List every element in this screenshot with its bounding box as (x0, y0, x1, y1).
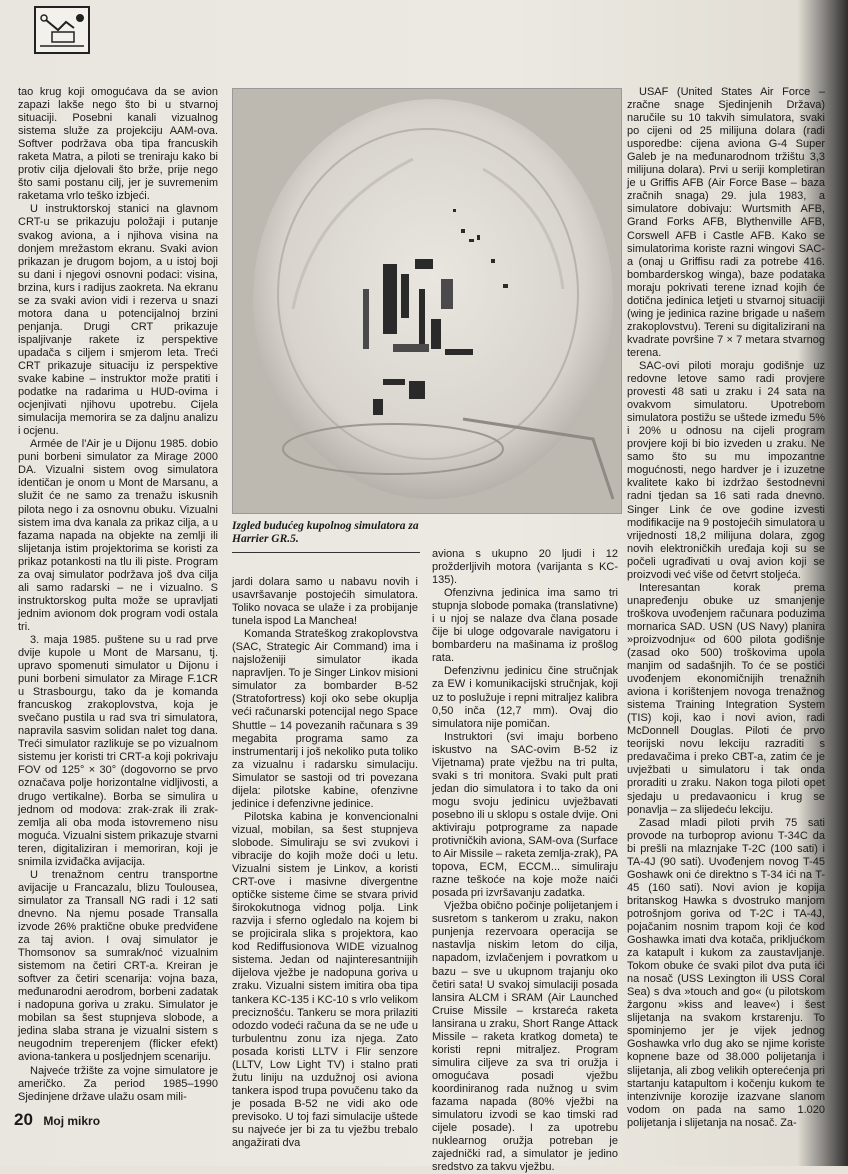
paragraph: 3. maja 1985. puštene su u rad prve dvije kupole u Mont de Marsanu, tj. upravo spomenuti simulator u Dijonu i puni borbeni simulator za Mirage F.1CR u Strasbourgu, tako da je komanda francuskog zrakoplovstva, koja je svečano pustila u rad sva tri simulatora, napravila sasvim solidan nalet tog dana. Treći simulator razlikuje se po vizualnom sistemu jer koristi tri CRT-a koji pokrivaju FOV od 125° × 30° (dogovorno se prvo označava polje horizontalne vidljivosti, a drugo vertikalne). Borba se simulira u jednom od modova: zrak-zrak ili zrak-zemlja ali oba moda istovremeno nisu moguća. Vizualni sistem prikazuje stvarni teren, digitaliziran i memoriran, koji je snimila izviđačka avijacija. (18, 633, 218, 868)
article-column-2 (232, 576, 418, 1150)
article-column-3 (432, 548, 618, 1174)
article-column-4 (627, 86, 825, 1130)
magazine-logo-icon (34, 6, 90, 54)
paragraph: Armée de l'Air je u Dijonu 1985. dobio puni borbeni simulator za Mirage 2000 DA. Vizualni sistem ovog simulatora identičan je onom u Mont de Marsanu, a služit će ne samo za trenažu iskusnih pilota nego i za osnovnu obuku. Vizualni sistem ima dva kanala za prikaz cilja, a u fazama napada na objekte na zemlji ili slijetanja istim projektorima se koristi za prikaz potankosti na tlu ili piste. Program za ovaj simulator podržava još dva cilja ali samo radarski – ne i vizualno. S instruktorskog pulta može se upravljati jednim avionom dok program vodi ostala tri. (18, 438, 218, 633)
paragraph: Ofenzivna jedinica ima samo tri stupnja slobode pomaka (translativne) i u njoj se nalaze dva člana posade čije bi uloge odgovarale navigatoru i bombarderu na mašinama iz prošlog rata. (432, 587, 618, 665)
paragraph: Vježba obično počinje polijetanjem i susretom s tankerom u zraku, nakon punjenja rezervoara operacija se nastavlja niskim letom do cilja, napadom, izvlačenjem i povratkom u bazu – sve u ukupnom trajanju oko četiri sata! U svakoj simulaciji posada lansira ALCM i SRAM (Air Launched Cruise Missile – krstareća raketa lansirana u zraku, Short Range Attack Missile – raketa kratkog dometa) te koristi repni mitraljez. Program simulira ciljeve za sva tri oružja i omogućava posadi vježbu koordiniranog rada nužnog u svim fazama napada (80% vježbi na simulatoru izvodi se kao timski rad cijele posade). I za upotrebu nuklearnog oružja potreban je zajednički rad, a simulator je jedino sredstvo za takvu vježbu. (432, 900, 618, 1174)
paragraph: jardi dolara samo u nabavu novih i usavršavanje postojećih simulatora. Toliko novaca se ulaže i za probijanje tunela ispod La Manchea! (232, 576, 418, 628)
paragraph: Komanda Strateškog zrakoplovstva (SAC, Strategic Air Command) ima i najsloženiji simulator ikada napravljen. To je Singer Linkov misioni simulator za bombarder B-52 (Stratofortress) koji oko sebe okuplja veći računarski potencijal nego Space Shuttle – 14 povezanih računara s 39 megabita programa samo za instrumentarij i još nekoliko puta toliko za vizualnu i radarsku simulaciju. Simulator se sastoji od tri povezana dijela: pilotske kabine, ofenzivne jedinice i defenzivne jedinice. (232, 628, 418, 810)
caption-divider (232, 552, 420, 553)
simulator-dome-photo (232, 88, 622, 514)
paragraph: Instruktori (svi imaju borbeno iskustvo na SAC-ovim B-52 iz Vijetnama) prate vježbu na tri pulta, svaki s tri monitora. Svaki pult prati jedan dio simulatora i to tako da oni mogu svoju jedinicu uvježbavati posebno ili u sklopu s ostale dvije. Oni aktiviraju potprograme za napade protivničkih aviona, SAM-ova (Surface to Air Missile – raketa zemlja-zrak), PA topova, ECM, ECCM... simuliraju razne teškoće na koje može naići posada pri izvršavanju zadatka. (432, 730, 618, 900)
paragraph: SAC-ovi piloti moraju godišnje uz redovne letove samo radi provjere provesti 48 sati u zraku i 24 sata na ovakvom simulatoru. Upotrebom simulatora postižu se uštede između 5% i 20% u odnosu na cijeli program provjere koji bi bio izveden u zraku. Ne samo što su mu impozantne mogućnosti, nego hardver je i izuzetne kvalitete kako bi izdržao šestodnevni radni tjedan sa 16 sati rada dnevno. Singer Link će ove godine izvesti modifikacije na 9 postojećih simulatora u vrijednosti 18,2 milijuna dolara, zgog novih elektroničkih uređaja koji su se počeli ugrađivati u ovaj avion koji se proizvodi već više od četvrt stoljeća. (627, 359, 825, 581)
paragraph: Pilotska kabina je konvencionalni vizual, mobilan, sa šest stupnjeva slobode. Simuliraju se svi zvukovi i vibracije do kojih može doći u letu. Vizualni sistem je Linkov, a koristi CRT-ove i masivne divergentne optičke sisteme čime se stvara privid širokokutnoga vidnog polja. Link razvija i sferno ogledalo na kojem bi se projicirala slika s projektora, kao kod Rediffusionova WIDE vizualnog sistema. Jedan od najinteresantnijih dijelova vježbe je nadopuna goriva u zraku. Vizualni sistem imitira oba tipa tankera KC-135 i KC-10 s vrlo velikom preciznošću. Tankeru se mora prilaziti odozdo vodeći računa da se ne uđe u turbulentnu zonu iza njega. Zato posada koristi LLTV i Flir senzore (LLTV, Low Light TV) i stalno prati žutu liniju na uzdužnoj osi aviona tankera ispod trupa povučenu tako da je posada B-52 ne vidi ako ode previsoko. U toj fazi simulacije uštede su najveće jer bi za tu vježbu trebalo angažirati dva (232, 810, 418, 1150)
paragraph: USAF (United States Air Force – zračne snage Sjedinjenih Država) naručile su 10 takvih simulatora, svaki po cijeni od 25 milijuna dolara (radi usporedbe: cijena aviona G-4 Super Galeb je na međunarodnom tržištu 3,3 milijuna dolara). Prvi u seriji kompletiran je u Griffis AFB (Air Force Base – baza zračnih snaga) 29. jula 1983, a simulatore dobivaju: Wurtsmith AFB, Grand Forks AFB, Blythenville AFB, Corswell AFB i Castle AFB. Kako se simulatorima koriste razni wingovi SAC-a (onaj u Griffisu radi za potrebe 416. bombarderskog winga), baze podataka moraju pokrivati terene iznad kojih će dotična jedinica letjeti u stvarnoj situaciji (wing je jedinica razine brigade u našem zrakoplovstvu). Tereni su digitalizirani na kvadrate površine 7 × 7 metara stvarnog terena. (627, 86, 825, 359)
paragraph: aviona s ukupno 20 ljudi i 12 prožderljivih motora (varijanta s KC-135). (432, 548, 618, 587)
figure-caption: Izgled budućeg kupolnog simulatora za Harrier GR.5. (232, 520, 419, 545)
paragraph: U trenažnom centru transportne avijacije u Francazalu, blizu Toulousea, simulator za Transall NG radi i 12 sati dnevno. Na njemu posade Transalla izvode 26% praktične obuke predviđene za taj avion. I ovaj simulator je Thomsonov sa sumrak/noć vizualnim sistemom na četiri CRT-a. Kreiran je softver za četiri scenarija: vojna baza, međunarodni aerodrom, borbeni zadatak i nadopuna goriva u zraku. Simulator je mobilan sa šest stupnjeva slobode, a jedina slaba strana je vizualni sistem s neugodnim treperenjem (flicker efekt) aviona-tankera u posljednjem scenariju. (18, 868, 218, 1064)
article-column-1 (18, 86, 218, 1104)
paragraph: Najveće tržište za vojne simulatore je američko. Za period 1985–1990 Sjedinjene države ulažu osam mili- (18, 1064, 218, 1103)
paragraph: Defenzivnu jedinicu čine stručnjak za EW i komunikacijski stručnjak, koji uz to poslužuje i repni mitraljez kalibra 0,50 inča (12,7 mm). Ovaj dio simulatora nije pomičan. (432, 665, 618, 730)
paragraph: U instruktorskoj stanici na glavnom CRT-u se prikazuju položaji i putanje svakog aviona, a i njihova visina na donjem mrežastom ekranu. Svaki avion prikazan je drugom bojom, a u istoj boji su dani i njegovi osnovni podaci: visina, brzina, kurs i radijus zaokreta. Na ekranu se za svaki avion vidi i rezerva u snazi motora dana u potencijalnoj brzini penjanja. Drugi CRT prikazuje ispaljivanje rakete iz perspektive upadača s ciljem i smjerom leta. Treći CRT prikazuje situaciju iz perspektive svake kabine – instruktor može pratiti i podatke na radarima u HUD-ovima i ocjenjivati njihovu upotrebu. Cijela simulacija memorira se za daljnu analizu i ocjenu. (18, 203, 218, 438)
paragraph: Interesantan korak prema unapređenju obuke uz smanjenje troškova uvođenjem računara poduzima mornarica SAD. USN (US Navy) planira »proizvodnju« od 600 pilota godišnje (zasad oko 500) troškovima upola manjim od sadašnjih. To će se postići uvođenjem ekonomičnijih trenažnih aviona i korištenjem novoga trenažnog sistema Training Integration System (TIS) koji, kao i novi avion, radi McDonnell Douglas. Piloti će prvo teorijski novu lekciju razraditi s predavačima i preko CBT-a, zatim će je uvježbati u simulatoru i tak onda proraditi u zraku. Nakon toga piloti opet sjedaju u predavaonicu i krug se ponavlja – za slijedeću lekciju. (627, 581, 825, 816)
page-footer (14, 1110, 100, 1130)
page-number: 20 (14, 1110, 33, 1129)
paragraph: tao krug koji omogućava da se avion zapazi lakše nego što bi u stvarnoj situaciji. Posebni kanali vizualnog sistema služe za projekciju AAM-ova. Softver podržava oba tipa francuskih raketa Matra, a piloti se treniraju kako bi protiv cilja djelovali što brže, prije nego što sami postanu cilj, jer je suvremenim raketama vrlo teško izbjeći. (18, 86, 218, 203)
paragraph: Zasad mladi piloti prvih 75 sati provode na turboprop avionu T-34C da bi prešli na mlaznjake T-2C (100 sati) i TA-4J (90 sati). Uvođenjem novog T-45 Goshawk oni će direktno s T-34 ići na T-45 (160 sati). Novi avion je kopija britanskog Hawka s dvostruko manjom potrošnjom goriva od T-2C i TA-4J, pojačanim nosnim trapom koji će kod Goshawka imati dva kotača, prikljućkom za katapult i kukom za zaustavljanje. Tokom obuke će svaki pilot dva puta ići na nosač (USS Lexington ili USS Coral Sea) s dva »touch and go« (u pilotskom žargonu »kiss and leave«) i šest slijetanja na svakom krstarenju. To spominjemo jer je vijek jednog Goshawka vrlo dug ako se njime koriste kopnene baze od 38.000 polijetanja i slijetanja, ali zbog velikih opterećenja pri startanju katapultom i kočenju kukom te intenzivnije korozije izazvane slanom vodom on pada na samo 1.020 polijetanja i slijetanja na nosač. Za- (627, 816, 825, 1129)
magazine-name: Moj mikro (43, 1114, 101, 1128)
